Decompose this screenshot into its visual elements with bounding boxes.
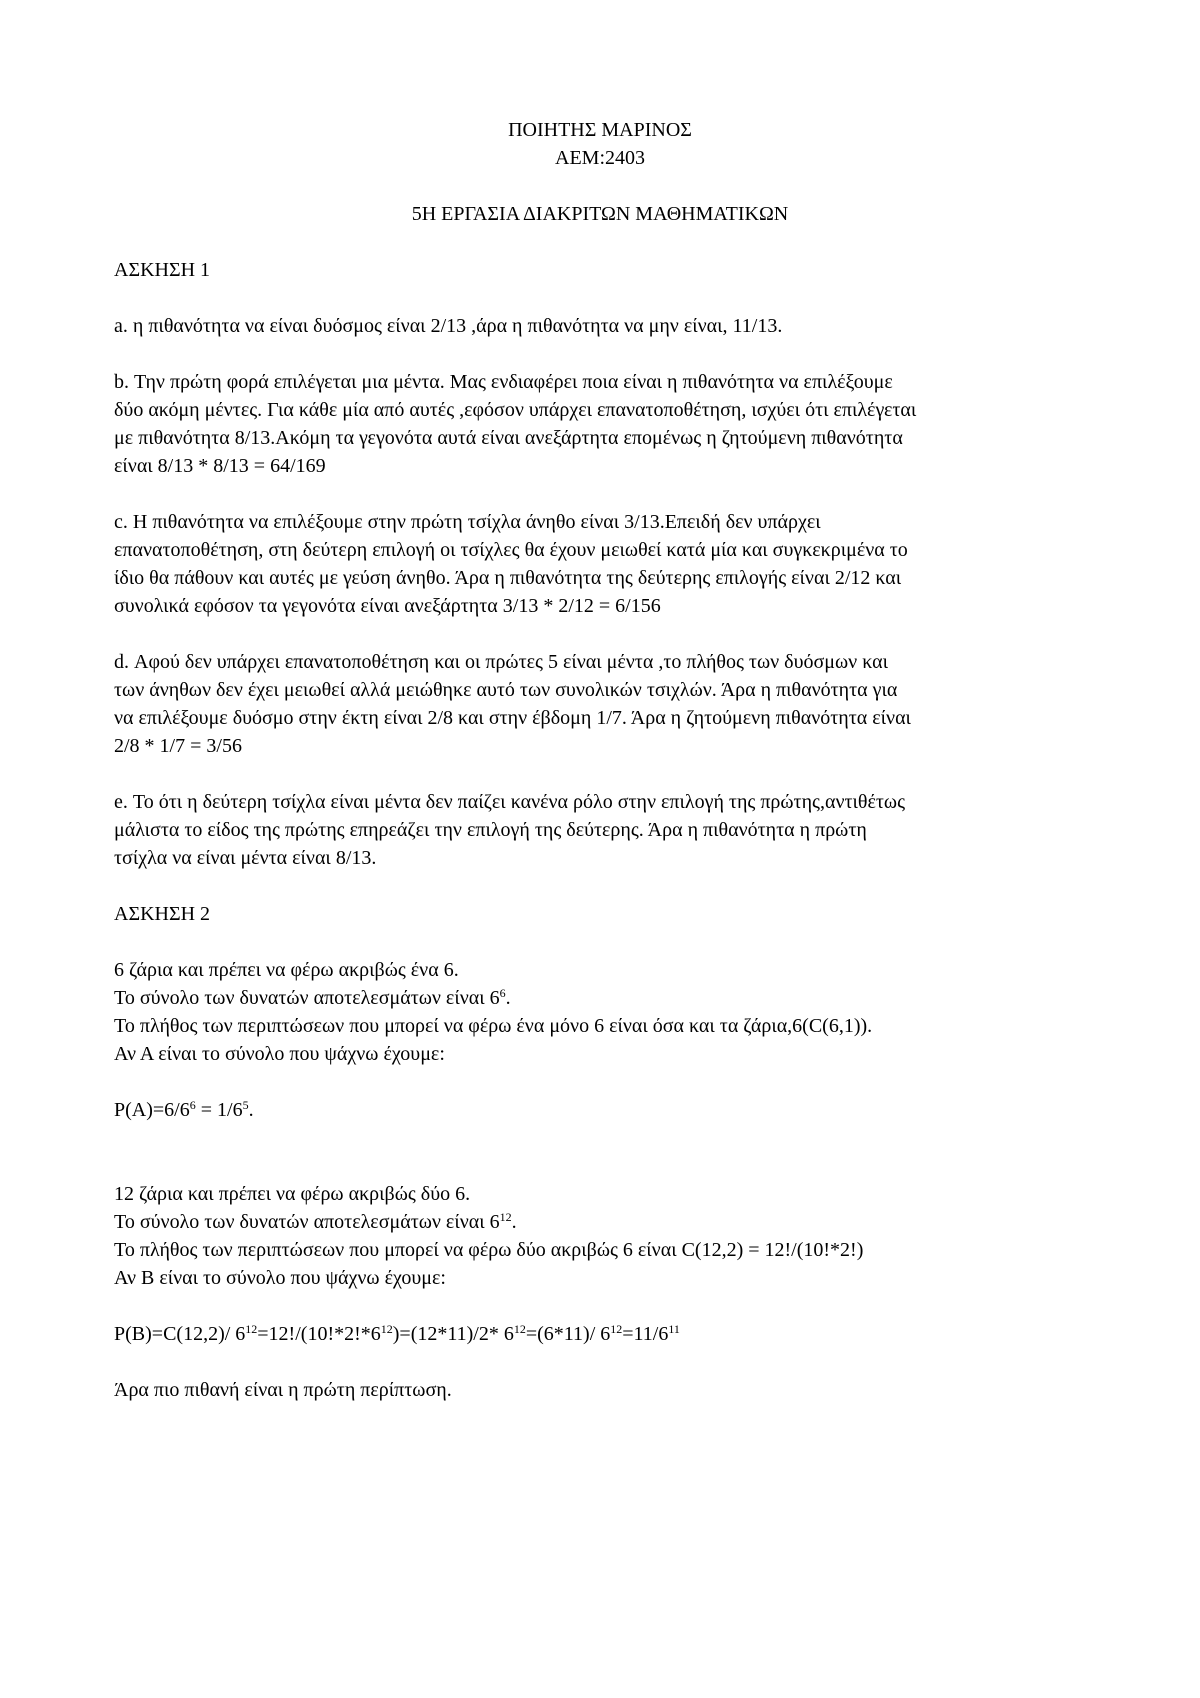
exponent: 12 bbox=[380, 1322, 393, 1336]
text-line: Αν Β είναι το σύνολο που ψάχνω έχουμε: bbox=[114, 1267, 446, 1289]
text-line: a. η πιθανότητα να είναι δυόσμος είναι 2/13 ,άρα η πιθανότητα να μην είναι, 11/13. bbox=[114, 315, 783, 337]
text-line: 12 ζάρια και πρέπει να φέρω ακριβώς δύο 6. bbox=[114, 1183, 471, 1205]
formula-run: =12!/(10!*2!*6 bbox=[257, 1323, 381, 1345]
formula-run: = 1/6 bbox=[195, 1099, 243, 1121]
exercise-1-part-d bbox=[114, 648, 1094, 760]
document-page bbox=[114, 116, 1094, 1404]
formula-run: )=(12*11)/2* 6 bbox=[392, 1323, 514, 1345]
exponent: 11 bbox=[668, 1322, 680, 1336]
formula-line bbox=[114, 1096, 1094, 1124]
text-line: c. Η πιθανότητα να επιλέξουμε στην πρώτη τσίχλα άνηθο είναι 3/13.Επειδή δεν υπάρχει bbox=[114, 511, 821, 533]
formula-run: P(B)=C(12,2)/ 6 bbox=[114, 1323, 246, 1345]
exercise-1-part-c bbox=[114, 508, 1094, 620]
document-title: 5Η ΕΡΓΑΣΙΑ ΔΙΑΚΡΙΤΩΝ ΜΑΘΗΜΑΤΙΚΩΝ bbox=[411, 203, 789, 225]
text-line: είναι 8/13 * 8/13 = 64/169 bbox=[114, 455, 326, 477]
exponent: 6 bbox=[189, 1098, 196, 1112]
text-run: Το σύνολο των δυνατών αποτελεσμάτων είναι 6 bbox=[114, 987, 500, 1009]
exponent: 12 bbox=[245, 1322, 258, 1336]
text-run: . bbox=[511, 1211, 517, 1233]
text-line: των άνηθων δεν έχει μειωθεί αλλά μειώθηκε αυτό των συνολικών τσιχλών. Άρα η πιθανότητα για bbox=[114, 679, 898, 701]
text-line: Το πλήθος των περιπτώσεων που μπορεί να φέρω ένα μόνο 6 είναι όσα και τα ζάρια,6(C(6,1)). bbox=[114, 1015, 873, 1037]
formula-line bbox=[114, 1320, 1094, 1348]
text-line: Αν Α είναι το σύνολο που ψάχνω έχουμε: bbox=[114, 1043, 445, 1065]
exponent: 6 bbox=[499, 986, 506, 1000]
text-line: 2/8 * 1/7 = 3/56 bbox=[114, 735, 242, 757]
conclusion: Άρα πιο πιθανή είναι η πρώτη περίπτωση. bbox=[114, 1379, 452, 1401]
text-line: δύο ακόμη μέντες. Για κάθε μία από αυτές ,εφόσον υπάρχει επανατοποθέτηση, ισχύει ότι επιλέγεται bbox=[114, 399, 917, 421]
text-line: Το πλήθος των περιπτώσεων που μπορεί να φέρω δύο ακριβώς 6 είναι C(12,2) = 12!/(10!*2!) bbox=[114, 1239, 864, 1261]
text-line: τσίχλα να είναι μέντα είναι 8/13. bbox=[114, 847, 377, 869]
text-line: επανατοποθέτηση, στη δεύτερη επιλογή οι τσίχλες θα έχουν μειωθεί κατά μία και συγκεκριμένα το bbox=[114, 539, 908, 561]
probability-a-formula bbox=[114, 1096, 1094, 1124]
exercise-1-part-e bbox=[114, 788, 1094, 872]
text-run: Το σύνολο των δυνατών αποτελεσμάτων είναι 6 bbox=[114, 1211, 500, 1233]
exponent: 12 bbox=[610, 1322, 623, 1336]
formula-run: P(A)=6/6 bbox=[114, 1099, 190, 1121]
student-id: ΑΕΜ:2403 bbox=[555, 147, 645, 169]
author-name: ΠΟΙΗΤΗΣ ΜΑΡΙΝΟΣ bbox=[508, 119, 692, 141]
exponent: 12 bbox=[499, 1210, 512, 1224]
exercise-1-part-a bbox=[114, 312, 1094, 340]
exercise-2-case-12-dice bbox=[114, 1180, 1094, 1292]
text-line: ίδιο θα πάθουν και αυτές με γεύση άνηθο. Άρα η πιθανότητα της δεύτερης επιλογής είναι 2/12 και bbox=[114, 567, 902, 589]
text-run: . bbox=[505, 987, 511, 1009]
text-line: συνολικά εφόσον τα γεγονότα είναι ανεξάρτητα 3/13 * 2/12 = 6/156 bbox=[114, 595, 661, 617]
text-line: b. Την πρώτη φορά επιλέγεται μια μέντα. Μας ενδιαφέρει ποια είναι η πιθανότητα να επιλέξουμε bbox=[114, 371, 893, 393]
text-line: d. Αφού δεν υπάρχει επανατοποθέτηση και οι πρώτες 5 είναι μέντα ,το πλήθος των δυόσμων και bbox=[114, 651, 888, 673]
text-line bbox=[114, 984, 1094, 1012]
formula-run: . bbox=[248, 1099, 254, 1121]
exercise-1-heading: ΑΣΚΗΣΗ 1 bbox=[114, 259, 211, 281]
text-line: να επιλέξουμε δυόσμο στην έκτη είναι 2/8 και στην έβδομη 1/7. Άρα η ζητούμενη πιθανότητα είναι bbox=[114, 707, 911, 729]
text-line: e. Το ότι η δεύτερη τσίχλα είναι μέντα δεν παίζει κανένα ρόλο στην επιλογή της πρώτης,αντιθέτως bbox=[114, 791, 906, 813]
exercise-2-heading: ΑΣΚΗΣΗ 2 bbox=[114, 903, 211, 925]
exponent: 5 bbox=[242, 1098, 249, 1112]
text-line bbox=[114, 1208, 1094, 1236]
text-line: 6 ζάρια και πρέπει να φέρω ακριβώς ένα 6. bbox=[114, 959, 459, 981]
text-line: μάλιστα το είδος της πρώτης επηρεάζει την επιλογή της δεύτερης. Άρα η πιθανότητα η πρώτη bbox=[114, 819, 867, 841]
exponent: 12 bbox=[513, 1322, 526, 1336]
formula-run: =(6*11)/ 6 bbox=[525, 1323, 611, 1345]
probability-b-formula bbox=[114, 1320, 1094, 1348]
text-line: με πιθανότητα 8/13.Ακόμη τα γεγονότα αυτά είναι ανεξάρτητα επομένως η ζητούμενη πιθανότητα bbox=[114, 427, 903, 449]
formula-run: =11/6 bbox=[622, 1323, 669, 1345]
exercise-1-part-b bbox=[114, 368, 1094, 480]
exercise-2-case-6-dice bbox=[114, 956, 1094, 1068]
